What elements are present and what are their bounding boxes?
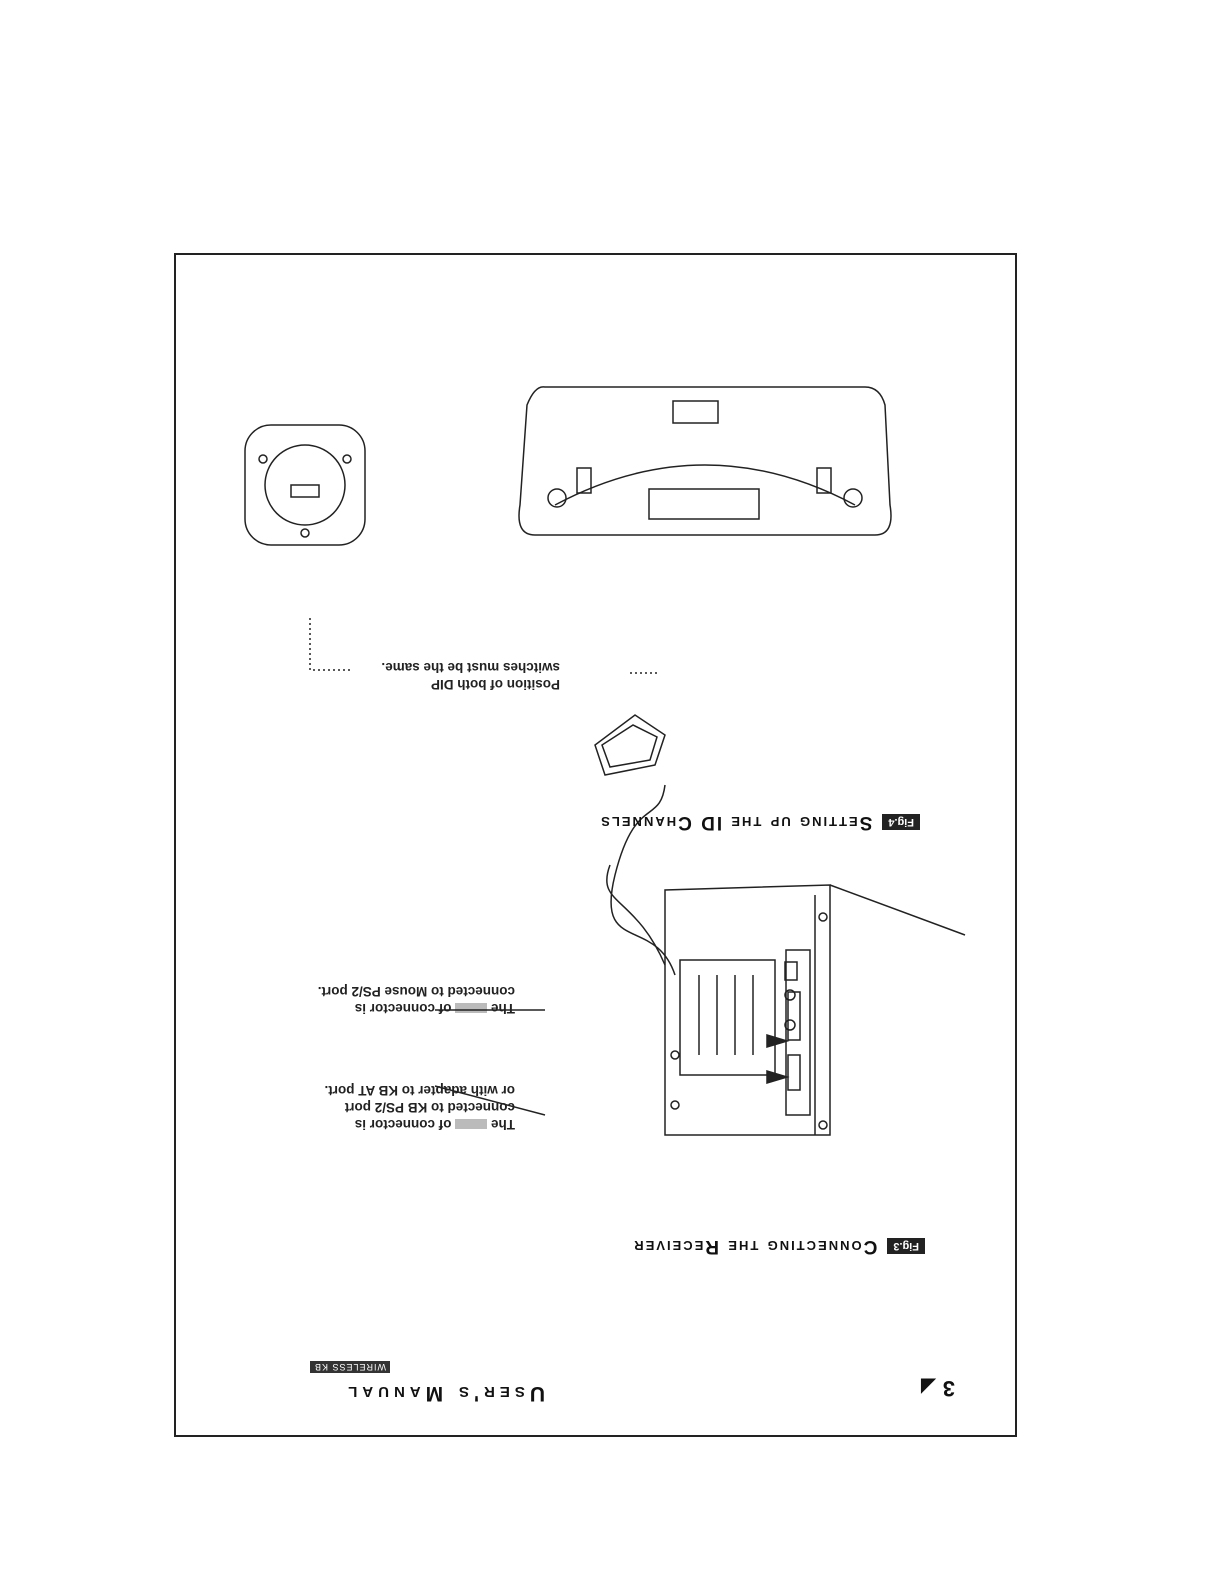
fig4-title: Setting up the ID Channels [599, 812, 873, 833]
manual-title: User's Manual [343, 1382, 545, 1405]
fig4-callout: Position of both DIP switches must be the same. [381, 660, 560, 692]
page-corner-mark-icon: ◢ [920, 1376, 937, 1398]
fig3-title: Connecting the Receiver [632, 1236, 878, 1257]
fig4-tag: Fig.4 [882, 814, 920, 830]
fig3-callout-mouse: The of connector is connected to Mouse PS/2 port. [317, 984, 515, 1016]
fig3-tag: Fig.3 [887, 1238, 925, 1254]
fig4-illustration [172, 251, 1015, 1435]
keyboard-underside [519, 387, 891, 535]
manual-page-frame [174, 253, 1017, 1437]
product-badge: WIRELESS KB [310, 1361, 390, 1373]
fig3-callout-keyboard: The of connector is connected to KB PS/2 port or with adapter to KB AT port. [324, 1083, 515, 1132]
page-number: 3 [942, 1376, 955, 1401]
